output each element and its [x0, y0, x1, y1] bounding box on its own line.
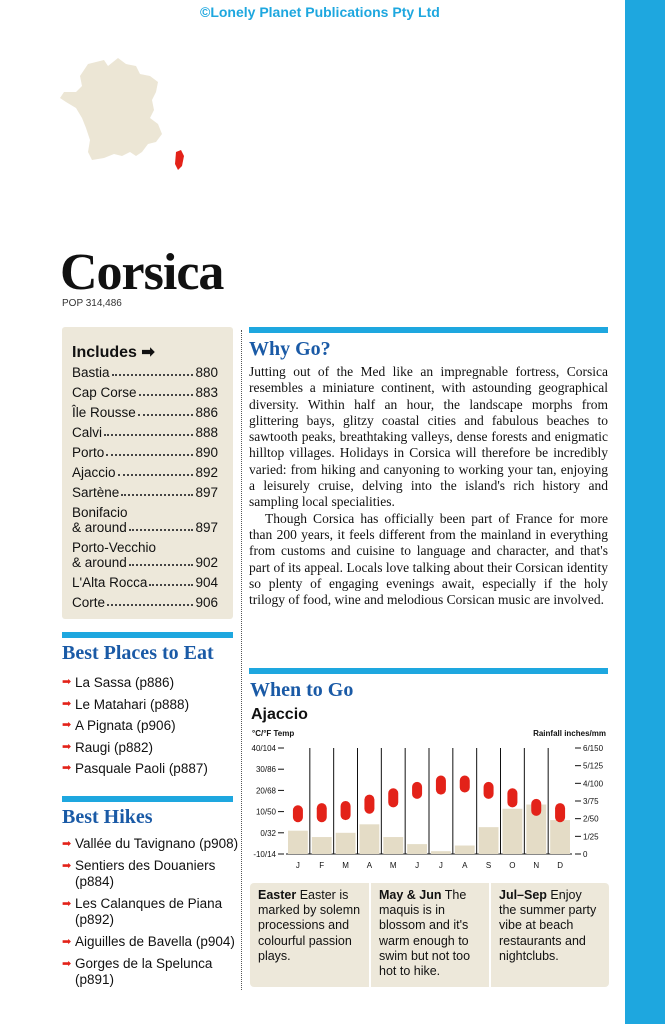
- hike-item: [62, 858, 240, 890]
- eat-list: [62, 672, 240, 780]
- corsica-highlight-shape: [175, 150, 184, 170]
- eat-item-text: La Sassa (p886): [75, 675, 175, 690]
- eat-item: [62, 715, 240, 737]
- france-mainland-shape: [60, 58, 162, 160]
- temp-range-marker: [341, 801, 351, 820]
- why-paragraph-2: Though Corsica has officially been part of France for more than 200 years, it feels different from the mainland in everything from customs and cuisine to language and character, and that's part of its appeal. Locals love talking about their Corsican identity so plenty of engaging evenings await, especially if the holy trilogy of food, wine and melodious Corsican music are involved.: [249, 510, 608, 608]
- hike-item-text: Gorges de la Spelunca (p891): [75, 956, 213, 987]
- rainfall-bar: [312, 837, 332, 854]
- hikes-heading: Best Hikes: [62, 806, 153, 828]
- season-text: Easter is marked by solemn processions and colourful passion plays.: [258, 888, 361, 963]
- arrow-icon: ➡: [62, 958, 72, 970]
- month-label: O: [509, 861, 516, 870]
- includes-item-name: Porto-Vecchio: [72, 540, 157, 555]
- includes-item-name: Bonifacio: [72, 505, 128, 520]
- hike-item: [62, 836, 240, 852]
- why-heading: Why Go?: [249, 338, 331, 360]
- arrow-icon: ➡: [62, 676, 72, 688]
- leader-dots: [112, 374, 194, 376]
- includes-heading: Includes ➡: [72, 344, 155, 361]
- leader-dots: [129, 529, 194, 531]
- temp-range-marker: [364, 795, 374, 814]
- edge-color-strip: [625, 0, 665, 1024]
- rain-tick-label: 6/150: [583, 744, 604, 753]
- why-body: [249, 364, 608, 608]
- includes-item: [72, 520, 218, 535]
- leader-dots: [106, 454, 193, 456]
- month-label: A: [366, 861, 373, 870]
- arrow-icon: ➡: [62, 838, 72, 850]
- includes-item-page: 880: [195, 365, 218, 380]
- includes-item: [72, 485, 218, 500]
- leader-dots: [118, 474, 194, 476]
- leader-dots: [129, 564, 194, 566]
- temp-range-marker: [555, 803, 565, 822]
- copyright-notice: ©Lonely Planet Publications Pty Ltd: [200, 4, 440, 20]
- leader-dots: [121, 494, 193, 496]
- includes-item-page: 897: [195, 520, 218, 535]
- month-label: F: [319, 861, 325, 870]
- temp-tick-label: 40/104: [251, 744, 276, 753]
- season-jul-sep: [491, 883, 609, 987]
- page-title: Corsica: [60, 244, 224, 301]
- eat-bar: [62, 632, 233, 638]
- season-text: Enjoy the summer party vibe at beach restaurants and nightclubs.: [499, 888, 597, 963]
- arrow-icon: ➡: [62, 697, 72, 710]
- includes-item: [72, 385, 218, 400]
- month-label: D: [557, 861, 563, 870]
- includes-item-name: Ajaccio: [72, 465, 116, 480]
- rainfall-bar: [383, 837, 403, 854]
- temp-tick-label: 20/68: [255, 786, 276, 796]
- hike-item: [62, 956, 240, 988]
- rain-tick-label: 5/125: [583, 761, 604, 771]
- includes-item: [72, 465, 218, 480]
- includes-item: [72, 445, 218, 460]
- population: POP 314,486: [62, 298, 122, 309]
- chart-city: Ajaccio: [251, 706, 308, 723]
- temp-range-marker: [293, 805, 303, 822]
- rainfall-bar: [503, 809, 523, 854]
- includes-item: [72, 425, 218, 440]
- includes-item-page: 902: [195, 555, 218, 570]
- includes-item-name: Île Rousse: [72, 405, 136, 420]
- rainfall-bar: [360, 824, 380, 854]
- hike-item-text: Vallée du Tavignano (p908): [75, 836, 239, 851]
- rainfall-bar: [407, 844, 427, 854]
- eat-item-text: Le Matahari (p888): [75, 696, 190, 712]
- month-label: J: [438, 861, 443, 870]
- includes-item-name: & around: [72, 520, 127, 535]
- arrow-icon: ➡: [62, 936, 72, 948]
- why-bar: [249, 327, 608, 333]
- rainfall-bar: [288, 831, 308, 854]
- rain-axis-label: Rainfall inches/mm: [533, 729, 606, 738]
- when-heading: When to Go: [250, 679, 354, 701]
- leader-dots: [138, 414, 194, 416]
- hike-item-text: Aiguilles de Bavella (p904): [75, 934, 235, 949]
- includes-item-name: Porto: [72, 445, 105, 460]
- hike-item-text: Sentiers des Douaniers (p884): [75, 858, 216, 889]
- rainfall-bar: [336, 833, 356, 854]
- includes-item-name: Sartène: [72, 485, 120, 500]
- season-title: Jul–Sep: [499, 888, 547, 902]
- temp-axis-label: °C/°F Temp: [252, 729, 295, 738]
- includes-item-name: & around: [72, 555, 127, 570]
- season-may-jun: [371, 883, 489, 987]
- includes-item-name: Calvi: [72, 425, 103, 440]
- month-label: J: [295, 861, 300, 870]
- includes-item-page: 890: [195, 445, 218, 460]
- includes-item-page: 886: [195, 405, 218, 420]
- when-bar: [249, 668, 608, 674]
- leader-dots: [139, 394, 194, 396]
- month-label: M: [389, 861, 397, 870]
- eat-item: [62, 694, 240, 716]
- france-locator-map: [58, 52, 188, 174]
- month-label: M: [342, 861, 349, 870]
- rainfall-bar: [455, 846, 475, 854]
- includes-item: [72, 555, 218, 570]
- includes-item-name: Cap Corse: [72, 385, 137, 400]
- includes-item-name: Corte: [72, 595, 106, 610]
- arrow-icon: ➡: [62, 719, 72, 732]
- hikes-list: [62, 836, 240, 994]
- rain-tick-label: 0: [583, 850, 588, 859]
- includes-item: [72, 405, 218, 420]
- rain-tick-label: 4/100: [583, 779, 604, 789]
- column-divider: [241, 330, 242, 990]
- eat-item-text: Pasquale Paoli (p887): [75, 761, 208, 777]
- season-title: May & Jun: [379, 888, 442, 902]
- season-easter: [250, 883, 369, 987]
- includes-item-page: 906: [195, 595, 218, 610]
- arrow-icon: ➡: [62, 898, 72, 910]
- includes-box: [62, 327, 233, 619]
- includes-list: [72, 365, 218, 615]
- includes-item-page: 892: [195, 465, 218, 480]
- hike-item: [62, 896, 240, 928]
- leader-dots: [149, 584, 193, 586]
- includes-item-page: 888: [195, 425, 218, 440]
- eat-item-text: Raugi (p882): [75, 739, 154, 755]
- season-title: Easter: [258, 888, 297, 902]
- leader-dots: [104, 434, 193, 436]
- includes-item-name: L'Alta Rocca: [72, 575, 148, 590]
- rain-tick-label: 3/75: [583, 797, 599, 806]
- rainfall-bar: [431, 851, 451, 854]
- month-label: A: [462, 861, 468, 870]
- arrow-icon: ➡: [62, 860, 72, 872]
- temp-tick-label: 10/50: [255, 807, 276, 817]
- leader-dots: [107, 604, 193, 606]
- temp-range-marker: [460, 776, 470, 793]
- temp-range-marker: [531, 799, 541, 816]
- eat-item: [62, 737, 240, 759]
- season-text: The maquis is in blossom and it's warm enough to swim but not too hot to hike.: [379, 888, 471, 979]
- rainfall-bar: [479, 827, 499, 854]
- temp-tick-label: 30/86: [255, 765, 276, 775]
- rain-tick-label: 1/25: [583, 832, 599, 842]
- rain-tick-label: 2/50: [583, 814, 599, 824]
- temp-tick-label: 0/32: [260, 828, 276, 838]
- eat-item-text: A Pignata (p906): [75, 718, 176, 734]
- month-label: J: [415, 861, 420, 870]
- temp-range-marker: [388, 788, 398, 807]
- includes-item: [72, 365, 218, 380]
- temp-range-marker: [436, 776, 446, 795]
- includes-item: [72, 595, 218, 610]
- eat-item: [62, 758, 240, 780]
- month-label: N: [533, 861, 540, 870]
- hike-item-text: Les Calanques de Piana (p892): [75, 896, 223, 927]
- arrow-icon: ➡: [62, 740, 72, 753]
- includes-item-name: Bastia: [72, 365, 110, 380]
- hike-item: [62, 934, 240, 950]
- temp-tick-label: -10/14: [253, 850, 276, 859]
- includes-item-page: 904: [195, 575, 218, 590]
- includes-item-page: 897: [195, 485, 218, 500]
- temp-range-marker: [317, 803, 327, 822]
- temp-range-marker: [412, 782, 422, 799]
- climate-chart: [250, 727, 610, 875]
- temp-range-marker: [484, 782, 494, 799]
- hikes-bar: [62, 796, 233, 802]
- includes-item: [72, 575, 218, 590]
- rainfall-bar: [550, 820, 570, 854]
- temp-range-marker: [507, 788, 517, 807]
- eat-item: [62, 672, 240, 694]
- arrow-icon: ➡: [62, 762, 72, 775]
- includes-item-page: 883: [195, 385, 218, 400]
- month-label: S: [485, 861, 492, 870]
- why-paragraph-1: Jutting out of the Med like an impregnable fortress, Corsica resembles a miniature continent, with astounding geographical diversity. Within half an hour, the landscape morphs from glittering bays, glitzy coastal cities and fabulous beaches to sawtooth peaks, breathtaking valleys, dense forests and enigmatic hilltop villages. Holidays in Corsica will therefore be incredibly varied: from hiking and canyoning to working your tan, enjoying a leisurely cruise, delving into the island's rich history and sampling local specialities.: [249, 364, 608, 510]
- eat-heading: Best Places to Eat: [62, 642, 214, 664]
